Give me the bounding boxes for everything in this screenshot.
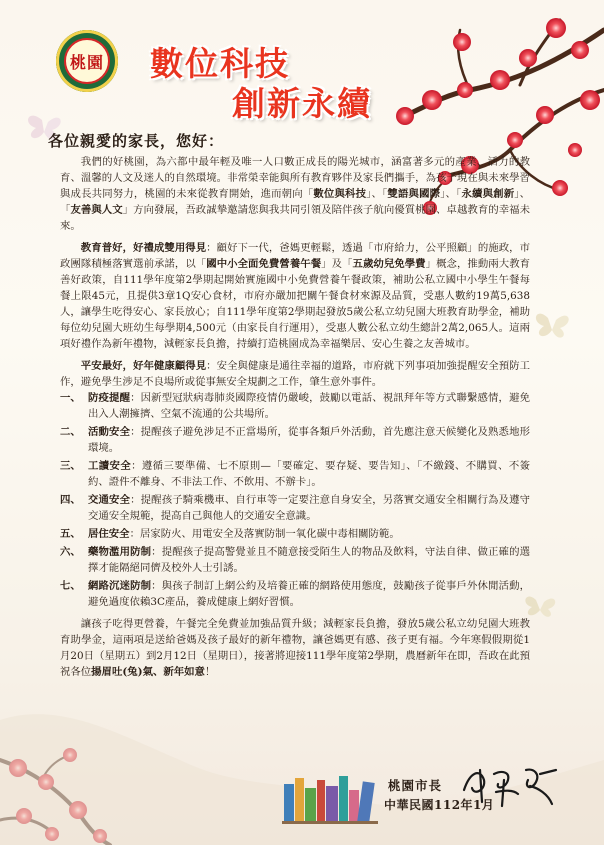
logo-inner-ring	[64, 38, 110, 84]
letter-date: 中華民國112年1月	[384, 798, 495, 812]
list-item: 五、 居住安全：居家防火、用電安全及落實防制一氧化碳中毒相關防範。	[60, 528, 400, 540]
education-paragraph: 教育普好，好禮成雙用得見：顧好下一代，爸媽更輕鬆，透過「市府給力，公平照顧」的施政，市政團隊積極落實選前承諾，以「國中小全面免費營養午餐」及「五歲幼兒免學費」概念，推動兩大教育善好政策，自111學年度第2學期起開始實施國中小免費營養午餐政策，補助公私立國中小學生午餐每餐上限45元，且提供3章1Q安心食材，市府亦嚴加把關午餐食材來源及品質，受惠人數約19萬5,638人，讓學生吃得安心、家長放心；自111學年度第2學期起發放5歲公私立幼兒園大班教育助學金，補助每位幼兒園大班幼生每學期4,500元（由家長自行運用），受惠人數公私立幼生總計2萬2,065人。這兩項好禮作為新年禮物，減輕家長負擔，持續打造桃園成為幸福樂居、安心生養之友善城市。	[60, 242, 531, 350]
logo-text: 桃園	[69, 52, 104, 72]
greeting: 各位親愛的家長，您好：	[48, 132, 225, 150]
closing-paragraph: 讓孩子吃得更營養，午餐完全免費並加強品質升級；減輕家長負擔，發放5歲公私立幼兒園大班教育助學金，這兩項是送給爸媽及孩子最好的新年禮物，讓爸媽更有感、孩子更有福。今年寒假假期從1月20日（星期五）到2月12日（星期日），接著將迎接111學年度第2學期，農曆新年在即，吾政在此預祝各位揚眉吐(兔)氣、新年如意！	[60, 618, 530, 678]
list-item: 七、 網路沉迷防制：與孩子制訂上網公約及培養正確的網路使用態度，鼓勵孩子從事戶外休閒活動，避免過度依賴3C產品，養成健康上網好習慣。	[60, 580, 531, 608]
list-item: 四、 交通安全：提醒孩子騎乘機車、自行車等一定要注意自身安全，另落實交通安全相關行為及遵守交通安全規範，提高自己與他人的交通安全意識。	[60, 494, 530, 522]
list-item: 六、 藥物濫用防制：提醒孩子提高警覺並且不隨意接受陌生人的物品及飲料，守法自律、做正確的選擇才能隔絕同儕及校外人士引誘。	[60, 546, 531, 574]
butterfly-icon	[536, 314, 569, 338]
list-item: 三、 工讀安全：遵循三要準備、七不原則—「要確定、要存疑、要告知」、「不繳錢、不購買、不簽約、證件不離身、不非法工作、不飲用、不辦卡」。	[60, 460, 530, 488]
safety-list	[60, 390, 530, 610]
books-icon	[282, 774, 378, 824]
taoyuan-logo	[56, 30, 118, 92]
list-item: 一、 防疫提醒：因新型冠狀病毒肺炎國際疫情仍嚴峻，鼓勵以電話、視訊拜年等方式聯繫感情，避免出入人潮擁擠、空氣不流通的公共場所。	[60, 392, 530, 420]
letter-body	[48, 130, 531, 686]
intro-paragraph: 我們的好桃園，為六都中最年輕及唯一人口數正成長的陽光城市，涵富著多元的產業、活力的教育、溫馨的人文及迷人的自然環境。非常榮幸能與所有教育夥伴及家長們攜手，為孩子現在與未來學習與成長共同努力，桃園的未來從教育開始，進而朝向「數位與科技」、「雙語與國際」、「永續與創新」、「友善與人文」方向發展，吾政誠摯邀請您與我共同引領及陪伴孩子航向優質桃園、卓越教育的幸福未來。	[60, 156, 531, 232]
mayor-title: 桃園市長	[388, 778, 443, 793]
safety-paragraph: 平安最好，好年健康顧得見：安全與健康是通往幸福的道路，市府就下列事項加強提醒安全預防工作，避免學生涉足不良場所或從事無安全規劃之工作，肇生意外事件。	[60, 360, 530, 388]
list-item: 二、 活動安全：提醒孩子避免涉足不正當場所，從事各類戶外活動，首先應注意天候變化及熟悉地形環境。	[60, 426, 530, 454]
signature-block	[384, 770, 564, 830]
slogan-line2: 創新永續	[232, 84, 372, 123]
slogan-line1: 數位科技	[150, 44, 290, 83]
